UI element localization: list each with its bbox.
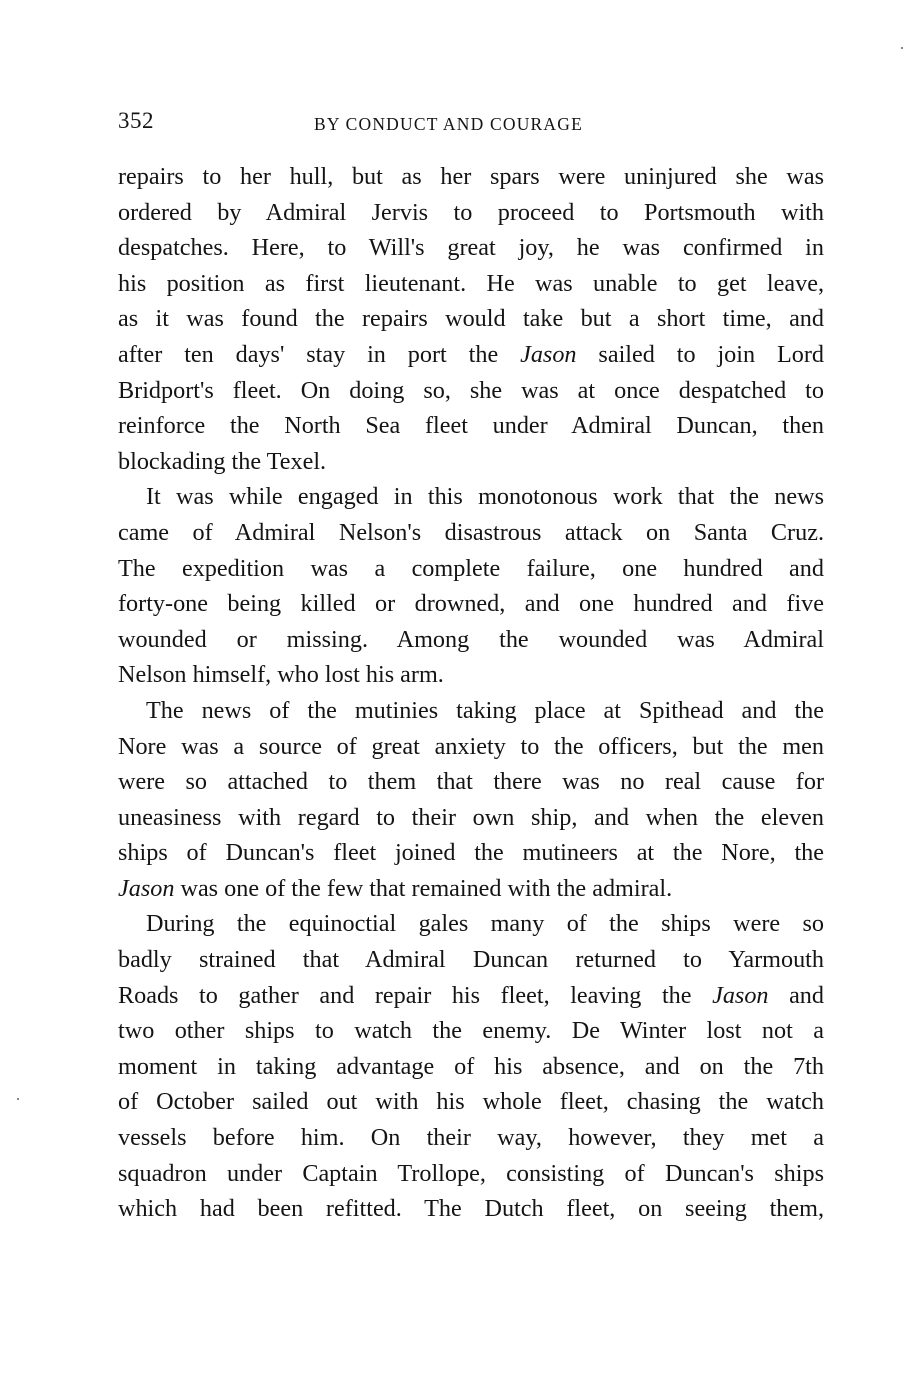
text-segment: Roads to gather and repair his fleet, leaving the xyxy=(118,981,713,1009)
text-segment: repairs to her hull, but as her spars were uninjured she was xyxy=(118,163,824,190)
paragraph xyxy=(118,159,824,479)
text-segment: two other ships to watch the enemy. De Winter lost not a xyxy=(118,1017,824,1045)
text-line xyxy=(118,159,824,195)
text-segment: It was while engaged in this monotonous work that the news xyxy=(146,483,824,511)
text-line xyxy=(118,586,824,622)
text-segment: vessels before him. On their way, however, they met a xyxy=(118,1124,824,1152)
text-segment: blockading the Texel. xyxy=(118,447,327,475)
text-line xyxy=(118,230,824,266)
text-segment: reinforce the North Sea fleet under Admiral Duncan, then xyxy=(118,412,824,440)
text-line xyxy=(118,764,824,800)
text-segment: Nelson himself, who lost his arm. xyxy=(118,661,444,689)
page-number: 352 xyxy=(118,108,154,133)
text-line xyxy=(118,1156,824,1192)
text-segment: moment in taking advantage of his absence, and on the 7th xyxy=(118,1052,824,1080)
text-line xyxy=(118,622,824,658)
text-segment: ordered by Admiral Jervis to proceed to Portsmouth with xyxy=(118,198,824,226)
text-line xyxy=(118,942,824,978)
text-segment: During the equinoctial gales many of the ships were so xyxy=(146,910,824,938)
text-line xyxy=(118,657,824,693)
body-text xyxy=(118,159,824,1227)
text-segment: after ten days' stay in port the xyxy=(118,340,521,368)
text-line xyxy=(118,729,824,765)
ship-name: Jason xyxy=(118,874,175,902)
text-line xyxy=(118,835,824,871)
scan-speck xyxy=(901,47,903,49)
text-segment: of October sailed out with his whole fleet, chasing the watch xyxy=(118,1088,824,1116)
text-segment: uneasiness with regard to their own ship, and when the eleven xyxy=(118,803,824,831)
text-segment: Nore was a source of great anxiety to the officers, but the men xyxy=(118,732,824,760)
text-segment: were so attached to them that there was no real cause for xyxy=(118,768,824,796)
text-segment: The news of the mutinies taking place at Spithead and the xyxy=(146,696,824,724)
text-line xyxy=(118,515,824,551)
text-line xyxy=(118,408,824,444)
scan-speck xyxy=(17,1098,19,1100)
text-line xyxy=(118,444,824,480)
text-line xyxy=(118,693,824,729)
text-line xyxy=(118,1049,824,1085)
text-segment: wounded or missing. Among the wounded was Admiral xyxy=(118,625,824,653)
text-segment: and xyxy=(768,981,824,1009)
ship-name: Jason xyxy=(520,340,577,368)
running-title: BY CONDUCT AND COURAGE xyxy=(314,114,583,134)
text-segment: despatches. Here, to Will's great joy, he was confirmed in xyxy=(118,234,824,262)
text-line xyxy=(118,871,824,907)
text-segment: as it was found the repairs would take but a short time, and xyxy=(118,305,824,333)
text-segment: badly strained that Admiral Duncan returned to Yarmouth xyxy=(118,946,824,974)
text-line xyxy=(118,1084,824,1120)
text-line xyxy=(118,337,824,373)
text-line xyxy=(118,373,824,409)
text-segment: sailed to join Lord xyxy=(576,340,824,368)
text-segment: came of Admiral Nelson's disastrous attack on Santa Cruz. xyxy=(118,518,824,546)
text-line xyxy=(118,479,824,515)
text-segment: forty-one being killed or drowned, and one hundred and five xyxy=(118,590,824,618)
text-line xyxy=(118,978,824,1014)
text-line xyxy=(118,1191,824,1227)
text-segment: Bridport's fleet. On doing so, she was at once despatched to xyxy=(118,376,824,404)
text-segment: which had been refitted. The Dutch fleet, on seeing them, xyxy=(118,1195,824,1223)
text-line xyxy=(118,906,824,942)
text-segment: his position as first lieutenant. He was unable to get leave, xyxy=(118,269,824,297)
text-segment: was one of the few that remained with the admiral. xyxy=(174,874,673,902)
text-line xyxy=(118,1013,824,1049)
book-page xyxy=(118,108,824,1227)
text-line xyxy=(118,195,824,231)
text-line xyxy=(118,551,824,587)
ship-name: Jason xyxy=(712,981,769,1009)
paragraph xyxy=(118,479,824,693)
text-line xyxy=(118,1120,824,1156)
text-line xyxy=(118,266,824,302)
text-segment: ships of Duncan's fleet joined the mutineers at the Nore, the xyxy=(118,839,824,867)
text-segment: squadron under Captain Trollope, consisting of Duncan's ships xyxy=(118,1159,824,1187)
paragraph xyxy=(118,906,824,1226)
text-line xyxy=(118,800,824,836)
text-segment: The expedition was a complete failure, one hundred and xyxy=(118,554,824,582)
text-line xyxy=(118,301,824,337)
paragraph xyxy=(118,693,824,907)
running-header xyxy=(118,108,824,142)
